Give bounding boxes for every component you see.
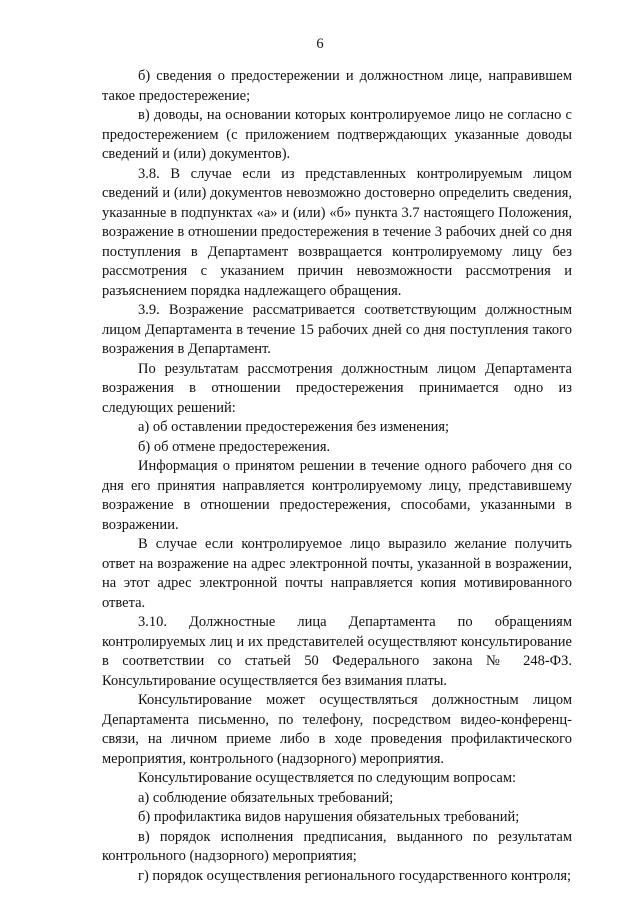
paragraph-question-v: в) порядок исполнения предписания, выданного по результатам контрольного (надзорного) мероприятия; [102,828,572,864]
paragraph-question-a: а) соблюдение обязательных требований; [138,789,394,806]
paragraph-decision-info: Информация о принятом решении в течение одного рабочего дня со дня его принятия направляется контролируемому лицу, представившему возражение в отношении предостережения, способами, указанными в возражении. [102,458,572,533]
paragraph-sub-b-info: б) сведения о предостережении и должностном лице, направившем такое предостережение; [102,68,572,104]
paragraph-question-b: б) профилактика видов нарушения обязательных требований; [138,809,520,825]
paragraph-3-9: 3.9. Возражение рассматривается соответствующим должностным лицом Департамента в течение 15 рабочих дней со дня поступления такого возражения в Департамент. [102,302,572,357]
paragraph-decision-intro: По результатам рассмотрения должностным лицом Департамента возражения в отношении предостережения принимается одно из следующих решений: [102,360,572,416]
paragraph-email-reply: В случае если контролируемое лицо выразило желание получить ответ на возражение на адрес электронной почты, указанной в возражении, на этот адрес электронной почты направляется копия мотивированного ответа. [102,536,572,611]
paragraph-consult-questions: Консультирование осуществляется по следующим вопросам: [138,770,517,786]
paragraph-3-10: 3.10. Должностные лица Департамента по обращениям контролируемых лиц и их представителей осуществляют консультирование в соответствии со статьей 50 Федерального закона № 248-ФЗ. Консультирование осуществляется без взимания платы. [102,614,572,689]
paragraph-question-g: г) порядок осуществления регионального государственного контроля; [138,867,572,884]
paragraph-3-8: 3.8. В случае если из представленных контролируемым лицом сведений и (или) документов невозможно достоверно определить сведения, указанные в подпунктах «а» и (или) «б» пункта 3.7 настоящего Положения, возражение в отношении предостережения в течение 3 рабочих дней со дня поступления в Департамент возвращается контролируемому лицу без рассмотрения с указанием причин невозможности рассмотрения и разъяснением порядка надлежащего обращения. [102,165,572,299]
paragraph-decision-b: б) об отмене предостережения. [138,438,331,455]
paragraph-sub-v-arguments: в) доводы, на основании которых контролируемое лицо не согласно с предостережением (с приложением подтверждающих указанные доводы сведений и (или) документов). [102,107,572,162]
page-number: 6 [316,36,324,52]
document-body [102,67,572,886]
paragraph-decision-a: а) об оставлении предостережения без изменения; [138,419,450,435]
paragraph-consult-methods: Консультирование может осуществляться должностным лицом Департамента письменно, по телефону, посредством видео-конференц-связи, на личном приеме либо в ходе проведения профилактического мероприятия, контрольного (надзорного) мероприятия. [102,692,572,767]
